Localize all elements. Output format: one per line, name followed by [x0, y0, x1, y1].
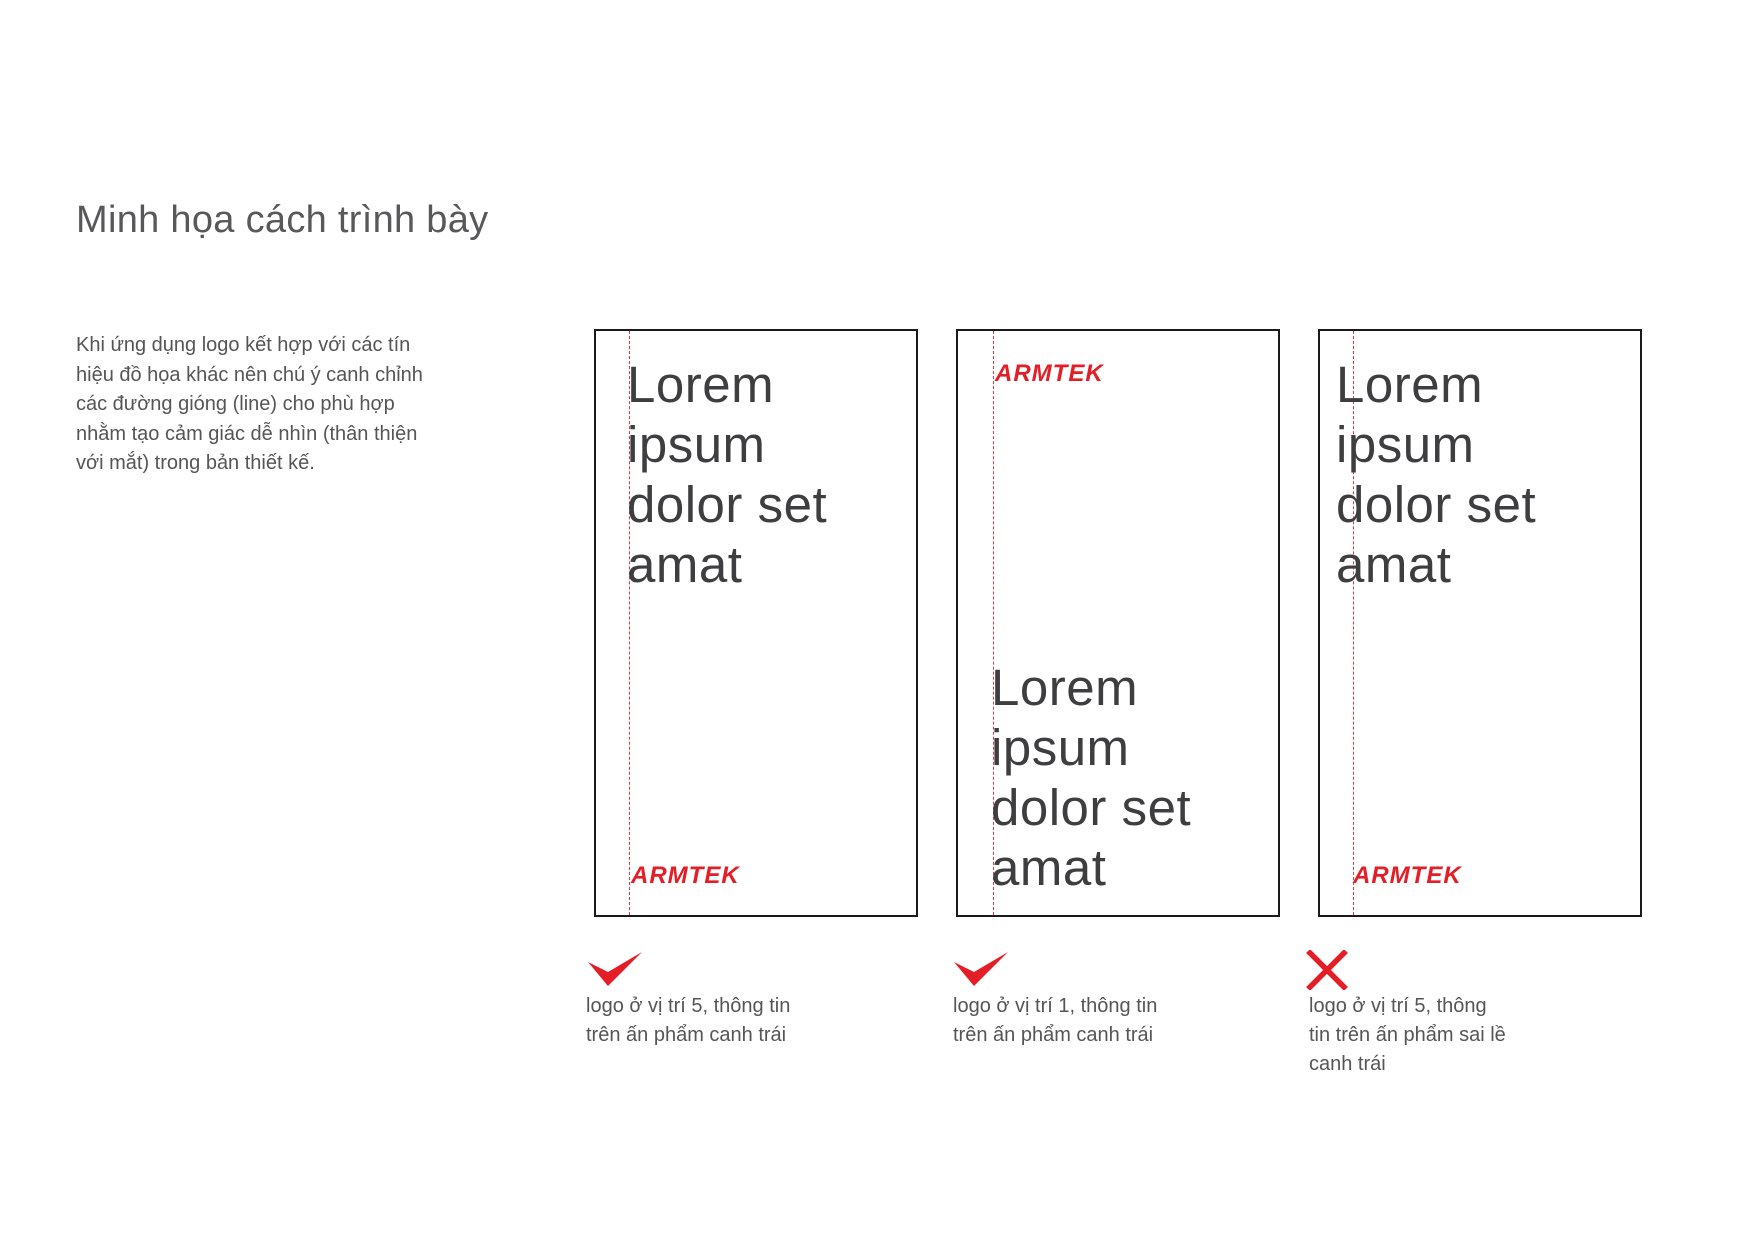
- caption-line: canh trái: [1309, 1053, 1386, 1075]
- caption-line: logo ở vị trí 5, thông: [1309, 995, 1487, 1017]
- armtek-logo: ARMTEK: [995, 360, 1104, 387]
- intro-line: hiệu đồ họa khác nên chú ý canh chỉnh: [76, 363, 423, 386]
- placeholder-headline: [627, 355, 827, 595]
- example-caption: [953, 992, 1157, 1050]
- placeholder-headline: [991, 658, 1191, 898]
- cross-icon: [1302, 950, 1360, 990]
- caption-line: logo ở vị trí 5, thông tin: [586, 995, 791, 1017]
- headline-line: dolor set: [1336, 476, 1537, 533]
- caption-line: trên ấn phẩm canh trái: [953, 1024, 1154, 1046]
- armtek-logo: ARMTEK: [631, 862, 740, 889]
- example-caption: [1309, 992, 1506, 1079]
- caption-line: logo ở vị trí 1, thông tin: [953, 995, 1158, 1017]
- layout-example-3: [1318, 329, 1642, 917]
- checkmark-icon: [586, 950, 644, 990]
- intro-line: nhằm tạo cảm giác dễ nhìn (thân thiện: [76, 422, 418, 445]
- headline-line: dolor set: [627, 476, 828, 533]
- headline-line: amat: [991, 839, 1107, 896]
- headline-line: Lorem: [627, 356, 775, 413]
- caption-line: trên ấn phẩm canh trái: [586, 1024, 787, 1046]
- layout-example-2: [956, 329, 1280, 917]
- intro-line: với mắt) trong bản thiết kế.: [76, 452, 315, 474]
- headline-line: ipsum: [627, 416, 766, 473]
- page-title: Minh họa cách trình bày: [76, 199, 489, 241]
- caption-line: tin trên ấn phẩm sai lề: [1309, 1024, 1506, 1046]
- intro-line: các đường gióng (line) cho phù hợp: [76, 393, 395, 415]
- headline-line: Lorem: [991, 659, 1139, 716]
- intro-line: Khi ứng dụng logo kết hợp với các tín: [76, 334, 411, 356]
- headline-line: amat: [627, 536, 743, 593]
- headline-line: dolor set: [991, 779, 1192, 836]
- checkmark-icon: [952, 950, 1010, 990]
- armtek-logo: ARMTEK: [1353, 862, 1462, 889]
- example-caption: [586, 992, 790, 1050]
- headline-line: Lorem: [1336, 356, 1484, 413]
- layout-example-1: [594, 329, 918, 917]
- headline-line: ipsum: [1336, 416, 1475, 473]
- placeholder-headline: [1336, 355, 1536, 595]
- intro-paragraph: [76, 331, 496, 479]
- headline-line: ipsum: [991, 719, 1130, 776]
- headline-line: amat: [1336, 536, 1452, 593]
